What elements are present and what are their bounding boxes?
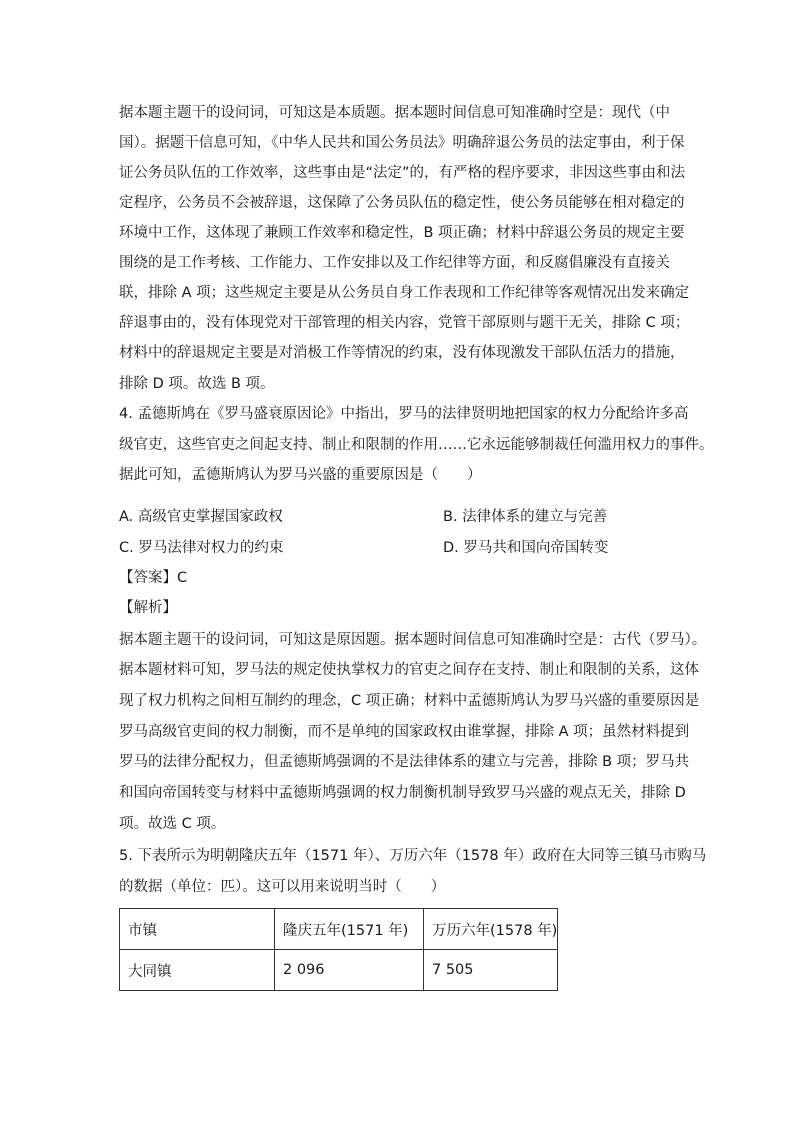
table-header-cell: 隆庆五年(1571 年) bbox=[275, 909, 424, 950]
q4-analysis-line: 据本题材料可知，罗马法的规定使执掌权力的官吏之间存在支持、制止和限制的关系，这体 bbox=[119, 662, 699, 678]
table-row bbox=[120, 950, 558, 991]
q4-stem-line: 级官吏，这些官吏之间起支持、制止和限制的作用……它永远能够制裁任何滥用权力的事件。 bbox=[119, 437, 714, 453]
prev-analysis-line: 材料中的辞退规定主要是对消极工作等情况的约束，没有体现激发干部队伍活力的措施， bbox=[119, 345, 685, 361]
q4-analysis-line: 罗马的法律分配权力，但孟德斯鸠强调的不是法律体系的建立与完善，排除 B 项；罗马共 bbox=[119, 754, 690, 770]
prev-analysis-line: 排除 D 项。故选 B 项。 bbox=[119, 376, 275, 392]
q5-stem-line: 的数据（单位：匹）。这可以用来说明当时（ ） bbox=[119, 879, 446, 895]
table-cell: 大同镇 bbox=[120, 950, 275, 991]
prev-analysis-line: 国）。据题干信息可知，《中华人民共和国公务员法》明确辞退公务员的法定事由，利于保 bbox=[119, 135, 685, 151]
q4-option-a: A. 高级官吏掌握国家政权 bbox=[119, 509, 283, 525]
q4-analysis-line: 现了权力机构之间相互制约的理念，C 项正确；材料中孟德斯鸠认为罗马兴盛的重要原因是 bbox=[119, 693, 700, 709]
prev-analysis-line: 证公务员队伍的工作效率，这些事由是“法定”的，有严格的程序要求，非因这些事由和法 bbox=[119, 165, 686, 181]
table-cell: 7 505 bbox=[424, 950, 558, 991]
q4-option-c: C. 罗马法律对权力的约束 bbox=[119, 540, 284, 556]
q4-analysis-line: 据本题主题干的设问词，可知这是原因题。据本题时间信息可知准确时空是：古代（罗马）。 bbox=[119, 632, 707, 648]
prev-analysis-line: 据本题主题干的设问词，可知这是本质题。据本题时间信息可知准确时空是：现代（中 bbox=[119, 105, 670, 121]
table-header-row bbox=[120, 909, 558, 950]
table-cell: 2 096 bbox=[275, 950, 424, 991]
q4-option-d: D. 罗马共和国向帝国转变 bbox=[443, 540, 609, 556]
q4-analysis-line: 项。故选 C 项。 bbox=[119, 816, 226, 832]
q4-answer: 【答案】C bbox=[119, 570, 188, 586]
prev-analysis-line: 环境中工作，这体现了兼顾工作效率和稳定性，B 项正确；材料中辞退公务员的规定主要 bbox=[119, 225, 685, 241]
prev-analysis-line: 定程序，公务员不会被辞退，这保障了公务员队伍的稳定性，使公务员能够在相对稳定的 bbox=[119, 195, 685, 211]
q4-option-b: B. 法律体系的建立与完善 bbox=[443, 509, 608, 525]
horse-purchase-table bbox=[119, 908, 558, 991]
prev-analysis-line: 围绕的是工作考核、工作能力、工作安排以及工作纪律等方面，和反腐倡廉没有直接关 bbox=[119, 255, 670, 271]
prev-analysis-line: 辞退事由的，没有体现党对干部管理的相关内容，党管干部原则与题干无关，排除 C 项； bbox=[119, 315, 690, 331]
table-header-cell: 万历六年(1578 年) bbox=[424, 909, 558, 950]
prev-analysis-line: 联，排除 A 项；这些规定主要是从公务员自身工作表现和工作纪律等客观情况出发来确定 bbox=[119, 285, 690, 301]
q4-analysis-line: 和国向帝国转变与材料中孟德斯鸠强调的权力制衡机制导致罗马兴盛的观点无关，排除 D bbox=[119, 785, 686, 801]
q4-stem-line: 据此可知，孟德斯鸠认为罗马兴盛的重要原因是（ ） bbox=[119, 467, 482, 483]
q4-analysis-label: 【解析】 bbox=[119, 600, 177, 616]
q4-analysis-line: 罗马高级官吏间的权力制衡，而不是单纯的国家政权由谁掌握，排除 A 项；虽然材料提到 bbox=[119, 724, 690, 740]
table-header-cell: 市镇 bbox=[120, 909, 275, 950]
q4-stem-line: 4. 孟德斯鸠在《罗马盛衰原因论》中指出，罗马的法律贤明地把国家的权力分配给许多高 bbox=[119, 406, 689, 422]
q5-stem-line: 5. 下表所示为明朝隆庆五年（1571 年）、万历六年（1578 年）政府在大同等三镇马市购马 bbox=[119, 848, 707, 864]
